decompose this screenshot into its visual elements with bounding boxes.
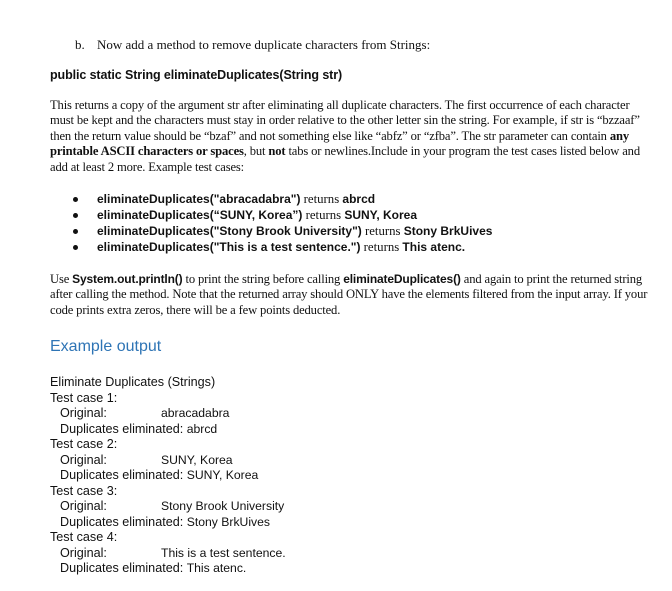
instruction-item-b (75, 37, 430, 53)
item-text: Now add a method to remove duplicate characters from Strings: (97, 37, 431, 52)
desc-bold-2: not (268, 144, 286, 159)
original-line (50, 453, 286, 469)
desc-part-2: , but (243, 144, 269, 159)
test-case-header: Test case 2: (50, 437, 118, 451)
bullet-icon (73, 213, 78, 218)
usage-code-println: System.out.println() (72, 272, 183, 286)
test-call: eliminateDuplicates("Stony Brook University") (97, 224, 362, 238)
test-result: Stony BrkUives (403, 224, 493, 238)
eliminated-line (50, 515, 286, 531)
test-call: eliminateDuplicates(“SUNY, Korea”) (97, 208, 303, 222)
list-item (72, 207, 492, 223)
test-returns: returns (300, 192, 343, 206)
eliminated-value: Stony BrkUives (186, 514, 271, 529)
output-title: Eliminate Duplicates (Strings) (50, 375, 216, 389)
bullet-icon (73, 197, 78, 202)
test-case-list (72, 191, 492, 255)
eliminated-label: Duplicates eliminated: (60, 468, 187, 482)
test-case-header: Test case 3: (50, 483, 118, 498)
list-item (72, 239, 492, 255)
desc-part-1: This returns a copy of the argument str after eliminating all duplicate characters. The first occurrence of each character must be kept and the characters must stay in order relative to the other letter sin the string. For example, if str is “bzzaaf” then the return value should be “bzaf” and not something else like “abfz” or “zfba”. The str parameter can contain (50, 98, 640, 143)
test-call: eliminateDuplicates("abracadabra") (97, 192, 301, 206)
example-output-heading: Example output (50, 338, 162, 355)
original-label: Original: (60, 406, 107, 420)
original-value: abracadabra (161, 406, 230, 420)
eliminated-value: SUNY, Korea (186, 468, 259, 482)
test-call: eliminateDuplicates("This is a test sentence.") (97, 240, 361, 254)
usage-paragraph (50, 272, 650, 318)
eliminated-label: Duplicates eliminated: (60, 514, 187, 529)
original-line (50, 406, 286, 422)
test-returns: returns (360, 240, 403, 254)
usage-part-3: and again to print the returned string after calling the method. Note that the returned array should ONLY have the elements filtered from the input array. If your code prints extra zeros, there will be a few points deducted. (50, 272, 648, 317)
eliminated-line (50, 468, 286, 484)
original-value: Stony Brook University (161, 499, 285, 513)
test-result: abrcd (342, 192, 376, 206)
eliminated-label: Duplicates eliminated: (60, 561, 187, 575)
test-returns: returns (302, 208, 345, 222)
original-label: Original: (60, 545, 107, 560)
item-letter: b. (75, 37, 85, 52)
desc-bold-1: any printable ASCII characters or spaces (50, 128, 629, 159)
original-line (50, 546, 286, 562)
eliminated-line (50, 561, 286, 577)
example-output-block (50, 375, 286, 577)
test-returns: returns (361, 224, 404, 238)
test-case-header: Test case 1: (50, 390, 118, 405)
original-label: Original: (60, 452, 107, 467)
eliminated-label: Duplicates eliminated: (60, 421, 187, 436)
test-result: This atenc. (402, 240, 466, 254)
original-value: SUNY, Korea (161, 452, 233, 467)
eliminated-value: This atenc. (186, 561, 247, 575)
method-signature: public static String eliminateDuplicates(String str) (50, 68, 343, 82)
desc-part-3: tabs or newlines.Include in your program the test cases listed below and add at least 2 more. Example test cases: (50, 144, 640, 174)
usage-code-method: eliminateDuplicates() (343, 272, 461, 286)
bullet-icon (73, 229, 78, 234)
method-description (50, 98, 650, 175)
usage-part-2: to print the string before calling (182, 272, 344, 286)
original-value: This is a test sentence. (161, 545, 286, 560)
eliminated-line (50, 422, 286, 438)
usage-part-1: Use (50, 272, 73, 286)
list-item (72, 191, 492, 207)
eliminated-value: abrcd (186, 421, 218, 436)
original-line (50, 499, 286, 515)
bullet-icon (73, 245, 78, 250)
test-result: SUNY, Korea (344, 208, 418, 222)
original-label: Original: (60, 499, 107, 513)
test-case-header: Test case 4: (50, 530, 118, 544)
list-item (72, 223, 492, 239)
